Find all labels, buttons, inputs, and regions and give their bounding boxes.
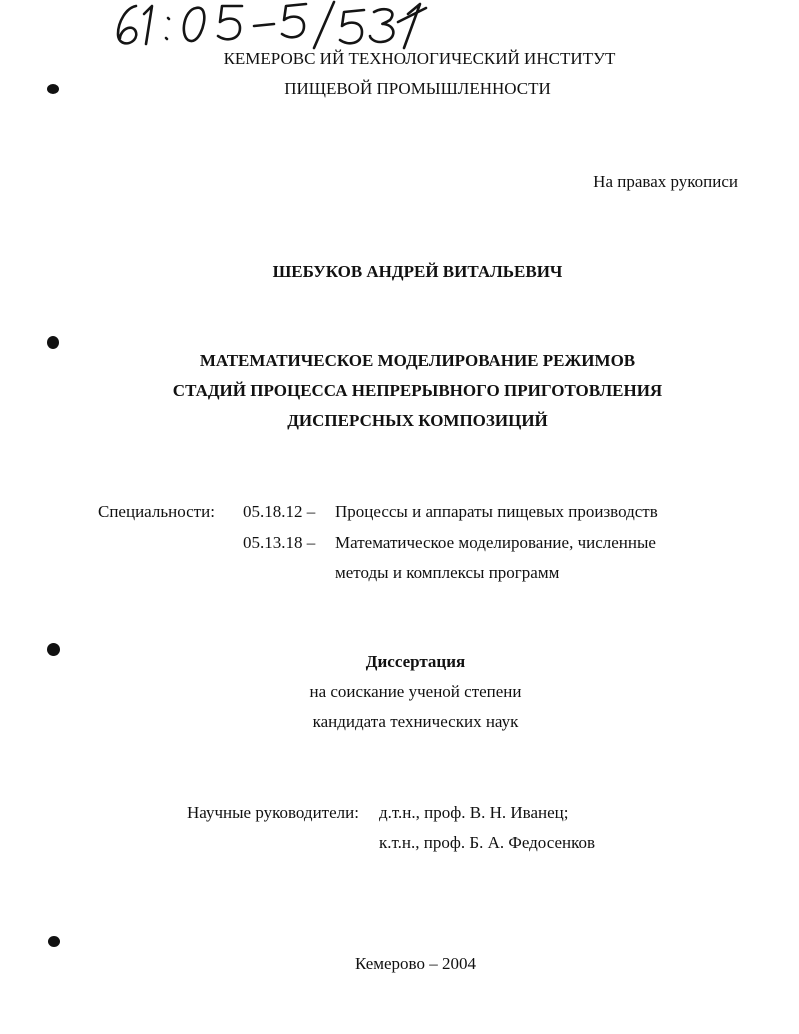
handwritten-archive-number [108, 0, 438, 52]
title-line2: СТАДИЙ ПРОЦЕССА НЕПРЕРЫВНОГО ПРИГОТОВЛЕНИЯ [172, 381, 663, 400]
institute-name-line2: ПИЩЕВОЙ ПРОМЫШЛЕННОСТИ [284, 79, 551, 98]
dissertation-degree-line2: кандидата технических наук [312, 712, 519, 731]
title-line3: ДИСПЕРСНЫХ КОМПОЗИЦИЙ [287, 411, 548, 430]
dissertation-degree-line1: на соискание ученой степени [309, 682, 522, 701]
scan-mark [47, 643, 60, 656]
title-line1: МАТЕМАТИЧЕСКОЕ МОДЕЛИРОВАНИЕ РЕЖИМОВ [199, 351, 636, 370]
specialty-name-continued: методы и комплексы программ [335, 563, 560, 582]
scan-mark [48, 936, 60, 947]
scan-mark [47, 336, 59, 349]
specialties-label: Специальности: [98, 502, 215, 521]
supervisors-label: Научные руководители: [187, 803, 359, 822]
institute-name-line1: КЕМЕРОВС ИЙ ТЕХНОЛОГИЧЕСКИЙ ИНСТИТУТ [223, 49, 616, 68]
specialty-code: 05.13.18 – [243, 533, 316, 552]
supervisor-second: к.т.н., проф. Б. А. Федосенков [379, 833, 596, 852]
specialty-code: 05.18.12 – [243, 502, 316, 521]
supervisor-first: д.т.н., проф. В. Н. Иванец; [379, 803, 569, 822]
author-name: ШЕБУКОВ АНДРЕЙ ВИТАЛЬЕВИЧ [272, 262, 563, 281]
scan-mark [47, 84, 59, 94]
place-and-year: Кемерово – 2004 [355, 954, 476, 973]
specialty-name: Математическое моделирование, численные [335, 533, 656, 552]
specialty-name: Процессы и аппараты пищевых производств [335, 502, 658, 521]
manuscript-note: На правах рукописи [593, 172, 738, 191]
dissertation-heading: Диссертация [365, 652, 466, 671]
